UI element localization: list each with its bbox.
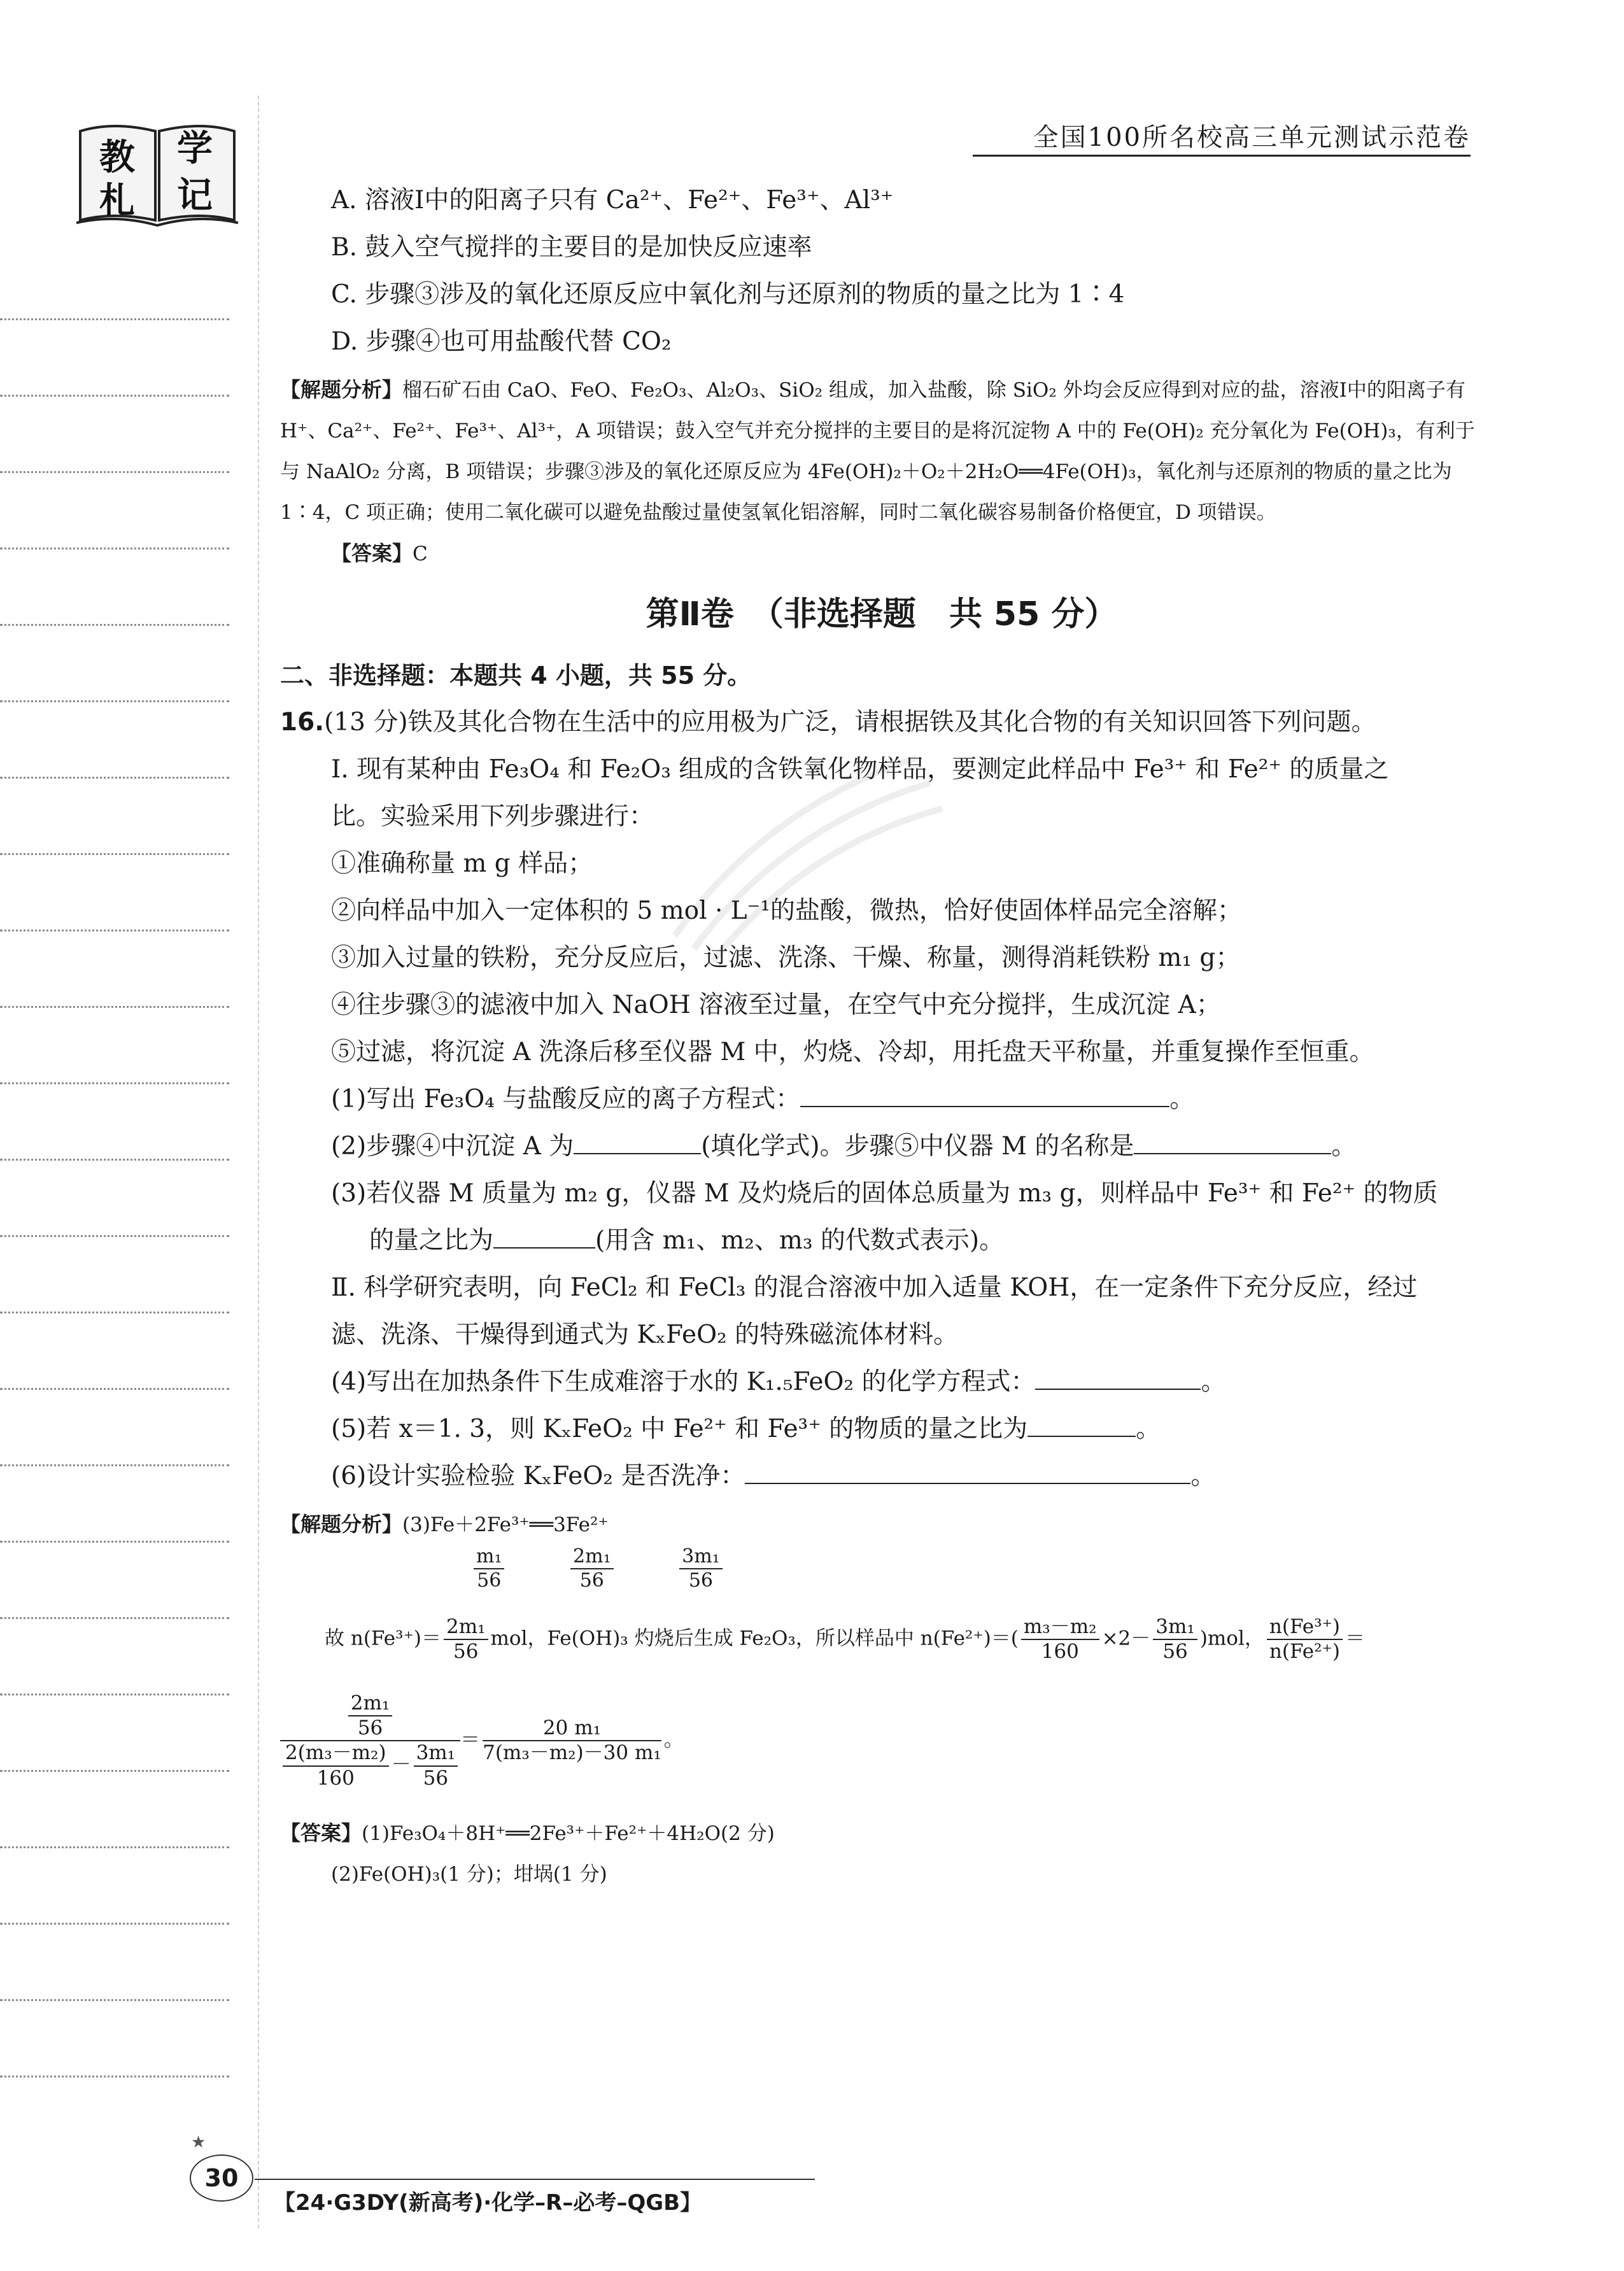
margin-line <box>0 1999 229 2001</box>
analysis-1-text: 榴石矿石由 CaO、FeO、Fe₂O₃、Al₂O₃、SiO₂ 组成，加入盐酸，除 SiO₂ 外均会反应得到对应的盐，溶液Ⅰ中的阳离子有 H⁺、Ca²⁺、Fe²⁺、Fe³⁺、Al³⁺，A 项错误；鼓入空气并充分搅拌的主要目的是将沉淀物 A 中的 Fe(OH)₂ 充分氧化为 Fe(OH)₃，有利于与 NaAlO₂ 分离，B 项错误；步骤③涉及的氧化还原反应为 4Fe(OH)₂＋O₂＋2H₂O══4Fe(OH)₃，氧化剂与还原剂的物质的量之比为 1∶4，C 项正确；使用二氧化碳可以避免盐酸过量使氢氧化铝溶解，同时二氧化碳容易制备价格便宜，D 项错误。 <box>280 379 1475 524</box>
fraction <box>414 1741 458 1790</box>
margin-line <box>0 318 229 320</box>
margin-line <box>0 1235 229 1237</box>
margin-line <box>0 1846 229 1848</box>
q16-part2-line1: Ⅱ. 科学研究表明，向 FeCl₂ 和 FeCl₃ 的混合溶液中加入适量 KOH，在一定条件下充分反应，经过 <box>331 1273 1418 1302</box>
compound-fraction-top <box>280 1692 460 1741</box>
fraction <box>483 1716 661 1765</box>
q16-sub4-text: (4)写出在加热条件下生成难溶于水的 K₁.₅FeO₂ 的化学方程式： <box>331 1368 1036 1396</box>
margin-line <box>0 1082 229 1084</box>
fraction-den: 160 <box>1041 1640 1079 1664</box>
margin-line <box>0 1464 229 1466</box>
q16-sub4 <box>280 1359 1483 1406</box>
fraction-den: 56 <box>357 1716 383 1740</box>
footer-code: 【24·G3DY(新高考)·化学–R–必考–QGB】 <box>274 2190 702 2216</box>
margin-line <box>0 777 229 779</box>
margin-line <box>0 548 229 549</box>
fraction <box>1021 1615 1099 1664</box>
fraction-num: 2m₁ <box>570 1545 614 1569</box>
answer-blank[interactable] <box>800 1084 1169 1107</box>
q16-sub1-end: 。 <box>1169 1085 1195 1114</box>
fraction <box>1267 1615 1343 1664</box>
q16-sub3-line2 <box>280 1217 1483 1264</box>
answer-1-tag: 【答案】 <box>331 541 413 565</box>
q16-sub1 <box>280 1076 1483 1123</box>
header-title: 全国100所名校高三单元测试示范卷 <box>1033 123 1471 152</box>
fraction-den: 56 <box>453 1640 479 1664</box>
answer-blank[interactable] <box>1134 1131 1331 1154</box>
margin-line <box>0 1159 229 1161</box>
math-text: 故 n(Fe³⁺)＝ <box>325 1627 441 1650</box>
option-c: C. 步骤③涉及的氧化还原反应中氧化剂与还原剂的物质的量之比为 1∶4 <box>331 280 1125 309</box>
logo-char-4: 记 <box>177 174 213 216</box>
fraction-num: 20 m₁ <box>483 1716 661 1741</box>
fraction-num: 3m₁ <box>414 1741 458 1766</box>
fraction <box>444 1615 488 1664</box>
margin-line <box>0 1541 229 1543</box>
option-d: D. 步骤④也可用盐酸代替 CO₂ <box>331 327 672 356</box>
analysis-2-head <box>280 1504 1483 1545</box>
fraction <box>1153 1615 1197 1664</box>
fraction-den: 56 <box>688 1569 714 1592</box>
answer-blank[interactable] <box>493 1226 595 1249</box>
answer-blank[interactable] <box>745 1461 1190 1484</box>
section-subtitle: 二、非选择题：本题共 4 小题，共 55 分。 <box>280 661 752 690</box>
section-title: 第Ⅱ卷 （非选择题 共 55 分） <box>646 595 1118 633</box>
margin-line <box>0 853 229 855</box>
page-content <box>280 177 1483 1895</box>
q16-sub6 <box>280 1453 1483 1500</box>
analysis-2-tag: 【解题分析】 <box>280 1512 403 1536</box>
fraction-num: m₃－m₂ <box>1021 1615 1099 1640</box>
answer-1-value: C <box>413 542 428 565</box>
logo-char-1: 教 <box>99 136 135 178</box>
q16-intro-text: (13 分)铁及其化合物在生活中的应用极为广泛，请根据铁及其化合物的有关知识回答下列问题。 <box>324 708 1376 737</box>
margin-line <box>0 1770 229 1772</box>
fraction-num: 3m₁ <box>1153 1615 1197 1640</box>
q16-sub5-text: (5)若 x＝1. 3，则 KₓFeO₂ 中 Fe²⁺ 和 Fe³⁺ 的物质的量之比为 <box>331 1415 1028 1443</box>
q16-step-2: ②向样品中加入一定体积的 5 mol · L⁻¹的盐酸，微热，恰好使固体样品完全溶解； <box>331 896 1242 925</box>
margin-line <box>0 1006 229 1008</box>
q16-sub2-text: (2)步骤④中沉淀 A 为 <box>331 1132 574 1161</box>
q16-part2-line2: 滤、洗涤、干燥得到通式为 KₓFeO₂ 的特殊磁流体材料。 <box>331 1320 959 1349</box>
fraction-num: 2(m₃－m₂) <box>283 1741 389 1766</box>
math-text: 。 <box>663 1728 684 1751</box>
q16-sub6-end: 。 <box>1190 1462 1216 1490</box>
margin-line <box>0 1923 229 1925</box>
q16-sub5-end: 。 <box>1136 1415 1161 1443</box>
fraction <box>283 1741 389 1790</box>
option-a: A. 溶液Ⅰ中的阳离子只有 Ca²⁺、Fe²⁺、Fe³⁺、Al³⁺ <box>331 186 894 215</box>
margin-line <box>0 1388 229 1390</box>
answer-2-line1 <box>280 1813 1483 1854</box>
answer-2-text-1: (1)Fe₃O₄＋8H⁺══2Fe³⁺＋Fe²⁺＋4H₂O(2 分) <box>362 1822 775 1845</box>
fraction-den: 7(m₃－m₂)－30 m₁ <box>483 1741 661 1765</box>
compound-fraction <box>280 1692 460 1790</box>
q16-number: 16. <box>280 708 325 737</box>
margin-line <box>0 930 229 931</box>
q16-sub3-line1: (3)若仪器 M 质量为 m₂ g，仪器 M 及灼烧后的固体总质量为 m₃ g，则样品中 Fe³⁺ 和 Fe²⁺ 的物质 <box>331 1179 1438 1208</box>
margin-line <box>0 1694 229 1695</box>
analysis-2-line3 <box>280 1692 1483 1813</box>
q16-part1-line2: 比。实验采用下列步骤进行： <box>331 802 654 831</box>
q16-sub6-text: (6)设计实验检验 KₓFeO₂ 是否洗净： <box>331 1462 745 1490</box>
fraction-num: 2m₁ <box>444 1615 488 1640</box>
fraction-num: m₁ <box>474 1545 504 1569</box>
margin-line <box>0 1312 229 1313</box>
analysis-1-tag: 【解题分析】 <box>280 378 403 402</box>
q16-step-5: ⑤过滤，将沉淀 A 洗涤后移至仪器 M 中，灼烧、冷却，用托盘天平称量，并重复操作至恒重。 <box>331 1038 1374 1066</box>
q16-step-3: ③加入过量的铁粉，充分反应后，过滤、洗涤、干燥、称量，测得消耗铁粉 m₁ g； <box>331 944 1241 972</box>
q16-sub3-end: (用含 m₁、m₂、m₃ 的代数式表示)。 <box>595 1226 1005 1255</box>
q16-sub5 <box>280 1406 1483 1453</box>
margin-divider <box>258 96 259 2228</box>
answer-2-tag: 【答案】 <box>280 1821 362 1845</box>
fraction <box>679 1545 723 1592</box>
analysis-2-equation: (3)Fe＋2Fe³⁺══3Fe²⁺ <box>402 1513 609 1536</box>
fraction-num: 3m₁ <box>679 1545 723 1569</box>
option-b: B. 鼓入空气搅拌的主要目的是加快反应速率 <box>331 233 812 262</box>
q16-sub2 <box>280 1123 1483 1170</box>
math-text: ＝ <box>1345 1627 1365 1650</box>
fraction-den: 56 <box>1162 1640 1188 1664</box>
margin-line <box>0 395 229 397</box>
q16-sub1-text: (1)写出 Fe₃O₄ 与盐酸反应的离子方程式： <box>331 1085 801 1114</box>
q16-part1-line1: Ⅰ. 现有某种由 Fe₃O₄ 和 Fe₂O₃ 组成的含铁氧化物样品，要测定此样品中 Fe³⁺ 和 Fe²⁺ 的质量之 <box>331 755 1389 784</box>
q16-sub2-end: 。 <box>1331 1132 1357 1161</box>
q16-sub3-text: 的量之比为 <box>369 1226 494 1255</box>
logo-char-3: 札 <box>99 180 135 222</box>
math-text: ＝ <box>460 1728 481 1751</box>
page-number: 30 <box>190 2154 253 2202</box>
fraction-num: 2m₁ <box>348 1692 393 1716</box>
analysis-1 <box>280 369 1483 533</box>
star-icon: ★ <box>191 2133 206 2152</box>
math-text: mol，Fe(OH)₃ 灼烧后生成 Fe₂O₃，所以样品中 n(Fe²⁺)＝( <box>490 1627 1019 1650</box>
notes-book-logo <box>75 118 239 227</box>
answer-1 <box>280 533 1483 574</box>
compound-fraction-bottom <box>280 1741 460 1790</box>
fraction <box>474 1545 504 1592</box>
math-text: ×2－ <box>1101 1627 1151 1650</box>
q16-step-4: ④往步骤③的滤液中加入 NaOH 溶液至过量，在空气中充分搅拌，生成沉淀 A； <box>331 991 1221 1019</box>
q16-intro <box>280 699 1483 746</box>
answer-blank[interactable] <box>1027 1414 1136 1437</box>
margin-line <box>0 1617 229 1619</box>
fraction-den: n(Fe²⁺) <box>1269 1640 1340 1664</box>
fraction-den: 56 <box>579 1569 604 1592</box>
math-text: － <box>391 1753 411 1777</box>
fraction-den: 160 <box>316 1766 355 1790</box>
q16-step-1: ①准确称量 m g 样品； <box>331 849 593 878</box>
answer-blank[interactable] <box>1035 1367 1201 1390</box>
answer-2-line2: (2)Fe(OH)₃(1 分)；坩埚(1 分) <box>331 1863 607 1886</box>
fraction <box>570 1545 614 1592</box>
fraction <box>348 1692 393 1740</box>
margin-line <box>0 471 229 473</box>
fraction-den: 56 <box>477 1569 502 1592</box>
footer-rule <box>255 2179 815 2180</box>
q16-sub2-mid: (填化学式)。步骤⑤中仪器 M 的名称是 <box>701 1132 1134 1161</box>
logo-char-2: 学 <box>177 127 213 169</box>
margin-line <box>0 624 229 626</box>
margin-line <box>0 700 229 702</box>
math-text: )mol， <box>1199 1627 1264 1650</box>
analysis-2-fraction-row <box>280 1545 1483 1615</box>
fraction-num: n(Fe³⁺) <box>1267 1615 1343 1640</box>
answer-blank[interactable] <box>574 1131 701 1154</box>
margin-line <box>0 2076 229 2077</box>
analysis-2-line2 <box>280 1615 1483 1692</box>
fraction-den: 56 <box>423 1766 449 1790</box>
header-rule <box>973 155 1471 157</box>
q16-sub4-end: 。 <box>1201 1368 1226 1396</box>
